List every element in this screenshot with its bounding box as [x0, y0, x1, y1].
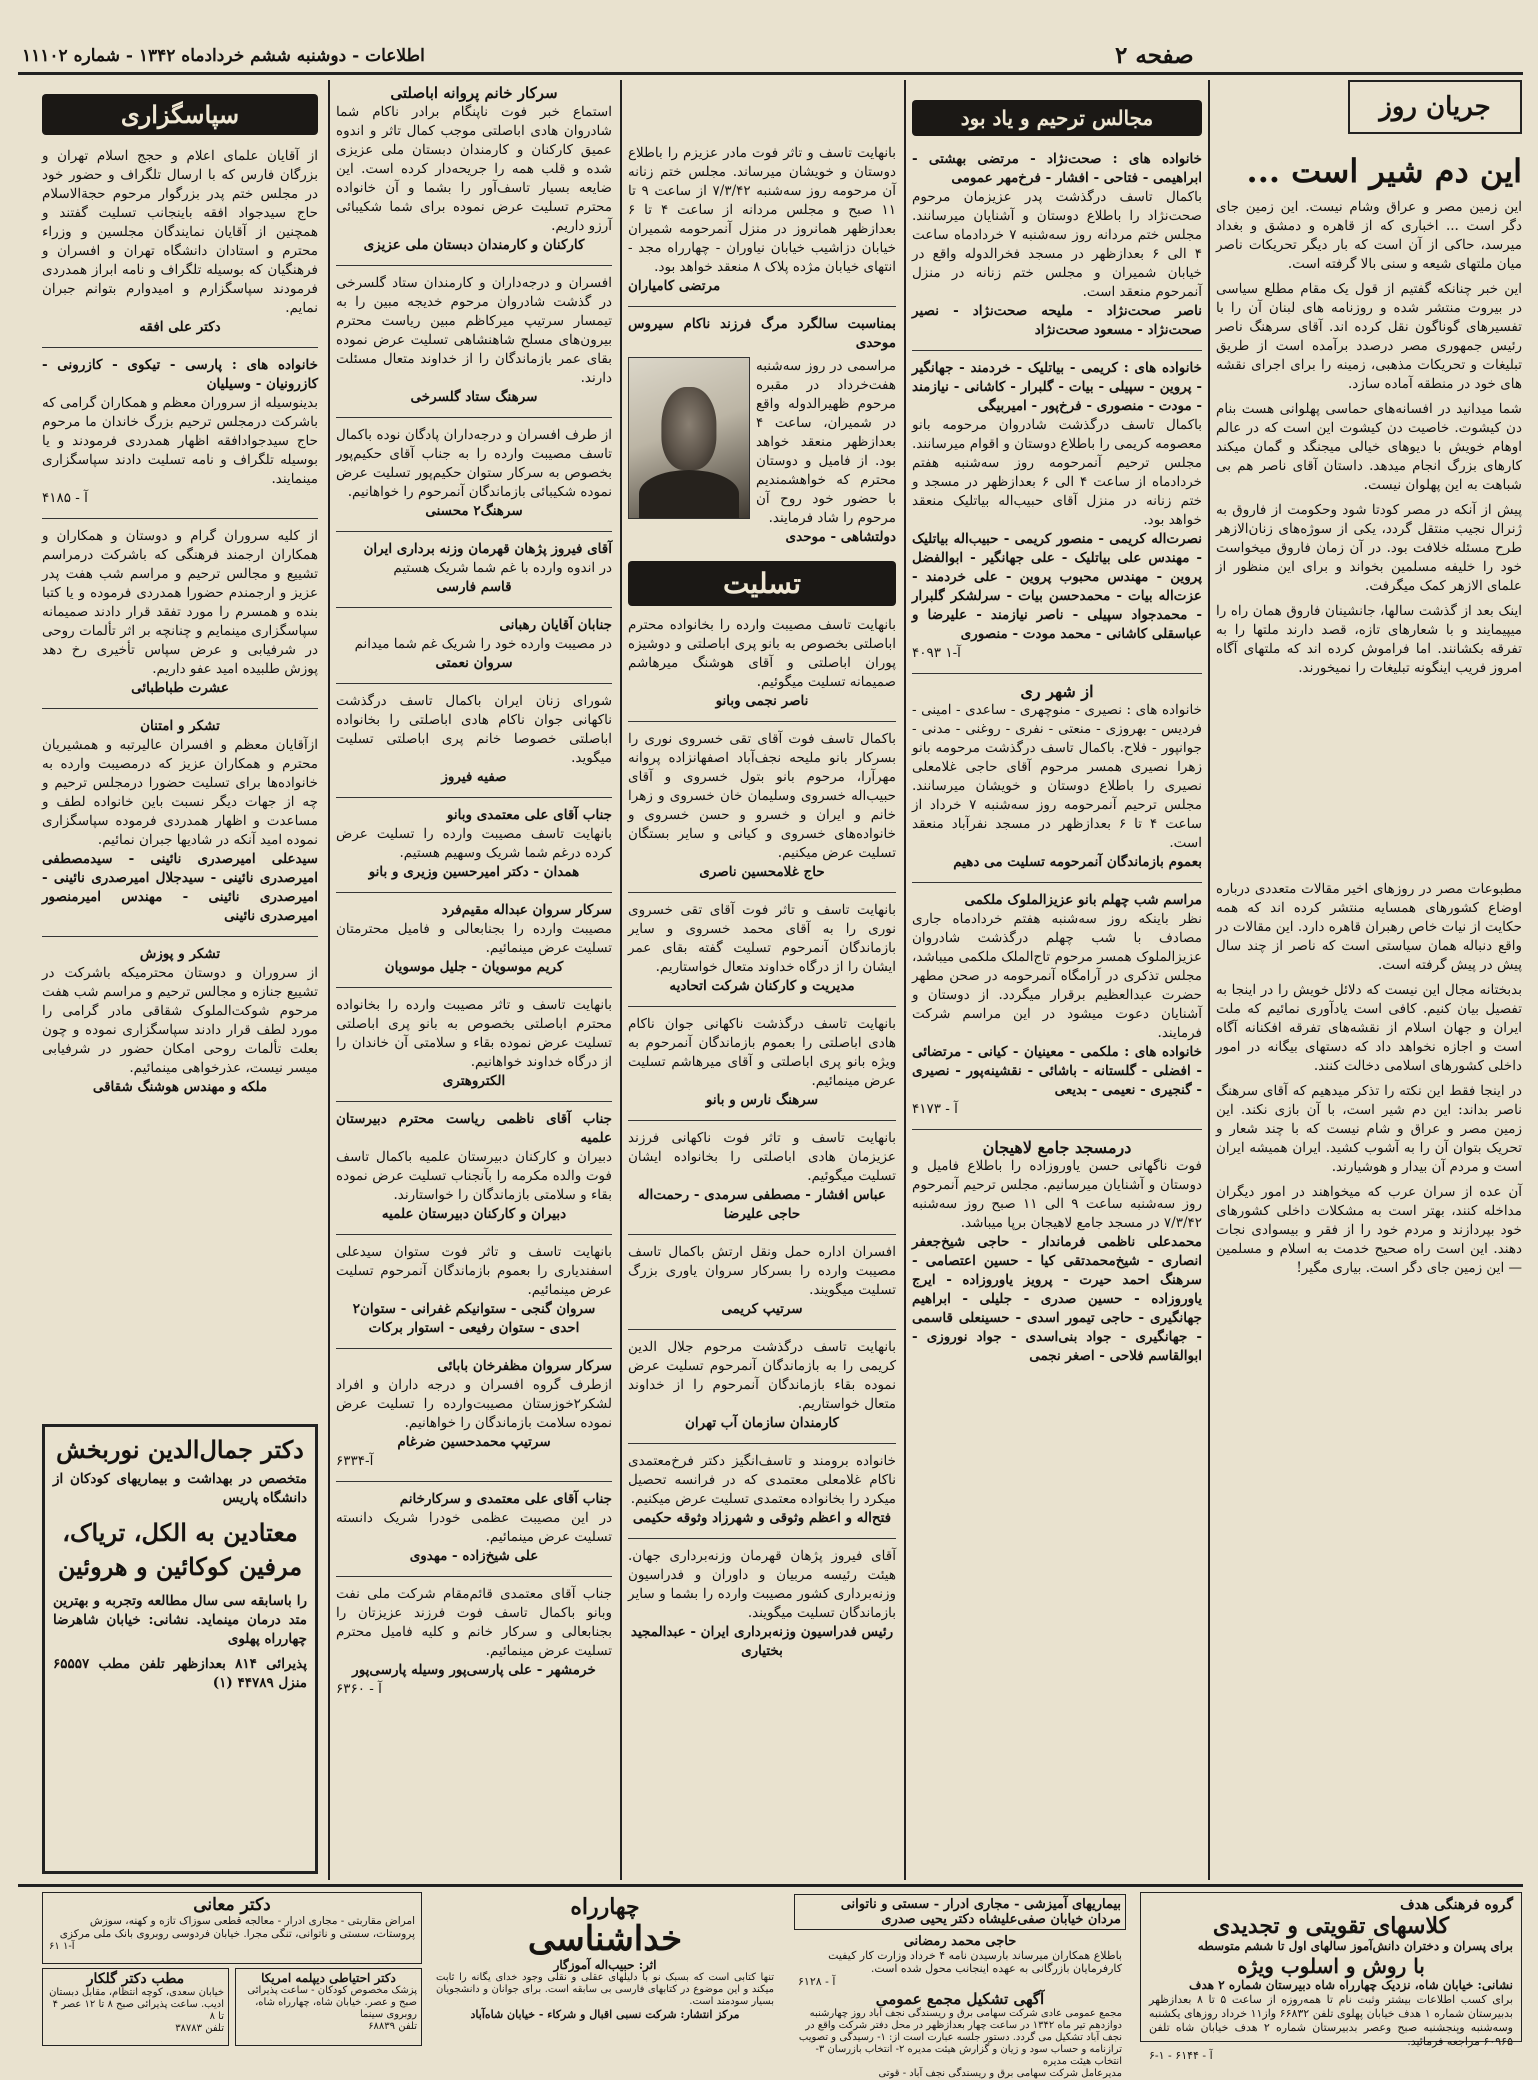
column-divider: [904, 80, 906, 1880]
notice-block: [628, 1015, 896, 1110]
doctors-ads-row: [42, 1968, 422, 2046]
notice-signature: مرتضی کامیاران: [628, 278, 721, 294]
notice-separator: [628, 1329, 896, 1330]
ad-text: را باسابقه سی سال مطالعه وتجربه و بهترین متد درمان مینماید. نشانی: خیابان شاهرضا چهارراه پهلوی: [53, 1593, 307, 1647]
notice-separator: [336, 1481, 612, 1482]
notice-block: [912, 1138, 1202, 1366]
notice-separator: [628, 1006, 896, 1007]
notice-block: [912, 150, 1202, 340]
notice-text: مصیبت وارده را بجنابعالی و فامیل محترمتان تسلیت عرض مینمائیم.: [336, 921, 612, 956]
notice-text: افسران و درجه‌داران و کارمندان ستاد گلسرخی در گذشت شادروان مرحوم خدیجه مبین را به تیمسار سرتیپ میرکاظم مبین ریاست محترم بیرون‌های مسلح شاهنشاهی تسلیت عرض نموده بقای عمر بازماندگان را از خداوند متعال مسئلت دارند.: [336, 275, 612, 386]
ramezani-ad: [794, 1934, 1126, 1988]
editorial-body: [1216, 198, 1522, 678]
assembly-ad-sign: مدیرعامل شرکت سهامی برق و ریسندگی نجف آباد - قوتی: [878, 2068, 1122, 2079]
class-ad-sub: برای پسران و دختران دانش‌آموز سالهای اول تا ششم متوسطه: [1197, 1939, 1513, 1953]
notice-separator: [912, 882, 1202, 883]
notice-code: آ - ۴۱۷۳: [912, 1101, 958, 1117]
ramezani-ad-code: آ - ۶۱۲۸: [798, 1975, 836, 1988]
notice-text: بانهایت تاسف درگذشت ناکهانی جوان ناکام هادی اباصلتی را بعموم بازماندگان آنمرحوم به ویژه بانو پری اباصلتی و آقای میرهاشم تسلیت عرض مینمائیم.: [628, 1016, 896, 1089]
notice-block: [42, 147, 318, 337]
notice-text: خانواده برومند و تاسف‌انگیز دکتر فرخ‌معتمدی ناکام غلامعلی معتمدی که در فرانسه تحصیل میکرد را بخانواده معتمدی تسلیت عرض میکنیم.: [628, 1453, 896, 1507]
notice-block: [336, 426, 612, 521]
notice-code: آ - ۴۱۸۵: [42, 490, 88, 506]
notice-signature: رئیس فدراسیون وزنه‌برداری ایران - عبدالمجید بختیاری: [630, 1624, 894, 1659]
notice-block: [628, 1338, 896, 1433]
notice-text: آقای فیروز پژهان قهرمان وزنه‌برداری جهان. هیئت رئیسه مربیان و داوران و فدراسیون وزنه‌برداری کشور مصیبت وارده را بشما و سایر بازماندگان تسلیت میگویند.: [628, 1548, 896, 1621]
ehtiati-ad-title: دکتر احتیاطی دیپلمه امریکا: [261, 1971, 396, 1985]
notice-separator: [912, 1129, 1202, 1130]
class-ad-org: گروه فرهنگی هدف: [1400, 1897, 1513, 1913]
notice-separator: [628, 892, 896, 893]
condolence-column: [628, 80, 896, 1880]
notice-separator: [912, 350, 1202, 351]
notice-code: آ-۱ ۴۰۹۳: [912, 645, 961, 661]
notice-title: سرکار خانم پروانه اباصلتی: [390, 84, 558, 102]
notice-text: بدینوسیله از سروران معظم و همکاران گرامی که باشرکت درمجلس ترحیم بزرگ خاندان ما مرحوم حاج سیدجوادافقه اظهار همدردی فرمودند و یا بوسیله تلگراف و نامه تسلیت دادند سپاسگزاری مینمایند.: [42, 395, 318, 487]
notice-signature: حاج غلامحسین ناصری: [699, 864, 825, 880]
notice-separator: [42, 347, 318, 348]
notice-text: از آقایان علمای اعلام و حجج اسلام تهران و بزرگان فارس که با ارسال تلگراف و حضور خود در مجلس ختم پدر بزرگوار مرحوم حجةالاسلام حاج سیدجواد افقه باینجانب تسلیت گفتند و همچنین از آقایان نمایندگان مجلسین و وزراء محترم و استادان دانشگاه تهران و افسران و فرهنگیان که بوسیله تلگراف و نامه ابراز همدردی فرمودند سپاسگزارم و امیدوارم بتوانم جبران نمایم.: [42, 148, 318, 316]
maani-ad: [42, 1892, 422, 1964]
column-divider: [1208, 80, 1210, 1880]
editorial-paragraph: شما میدانید در افسانه‌های حماسی پهلوانی هست بنام دن کیشوت. خاصیت دن کیشوت این است که در عالم اوهام خویش با دیوهای خیالی میجنگد و گمان میکند کارهای بزرگ انجام میدهد. داستان آقای ناصر هم بی شباهت به این پهلوان نیست.: [1216, 401, 1522, 493]
notice-text: فوت ناگهانی حسن یاوروزاده را باطلاع فامیل و دوستان و آشنایان میرسانیم. مجلس ترحیم آنمرحوم روز سه‌شنبه ساعت ۹ الی ۱۱ صبح روز سه‌شنبه ۷/۳/۴۲ در مسجد جامع لاهیجان برپا میباشد.: [912, 1158, 1203, 1231]
notice-block: [628, 730, 896, 882]
notice-signature: کارکنان و کارمندان دبستان ملی عزیزی: [363, 237, 585, 253]
notice-signature: خانواده های : ملکمی - معینیان - کیانی - مرتضائی - افضلی - گلستانه - باشائی - نقشینه‌پور - نصیری - گنجیری - نعیمی - بدیعی: [912, 1044, 1202, 1098]
notice-title: جناب آقای ناظمی ریاست محترم دبیرستان علمیه: [336, 1111, 612, 1146]
notice-block: [336, 274, 612, 407]
notice-title: سرکار سروان عبداله مقیم‌فرد: [441, 902, 612, 918]
notice-separator: [336, 417, 612, 418]
notice-signature: سرهنگ۲ محسنی: [425, 503, 523, 519]
notice-block: [336, 1243, 612, 1338]
notice-signature: دکتر علی افقه: [139, 319, 221, 335]
notice-title: خانواده های : صحت‌نژاد - مرتضی بهشتی - ابراهیمی - فتاحی - افشار - فرخ‌مهر عمومی: [912, 151, 1202, 186]
notice-signature: ناصر صحت‌نژاد - ملیحه صحت‌نژاد - نصیر صحت‌نژاد - مسعود صحت‌نژاد: [912, 303, 1202, 338]
notice-title: تشکر و پوزش: [139, 946, 221, 962]
notice-signature: ناصر نجمی وبانو: [715, 693, 809, 709]
notice-text: باکمال تاسف فوت آقای تقی خسروی نوری را بسرکار بانو ملیحه نجف‌آباد اصفهانزاده پروانه مهرآرا، مرحوم بانو بتول خسروی و آقای حبیب‌اله خسروی وسلیمان خان خسروی و زهرا خانم و ایران و خسرو و حسن خسروی و خانواده‌های خسروی و کیانی و سایر بستگان تسلیت عرض میکنیم.: [628, 731, 896, 861]
golkar-ad-title: مطب دکتر گلکار: [86, 1971, 185, 1987]
notice-text: جناب آقای معتمدی قائم‌مقام شرکت ملی نفت وبانو باکمال تاسف فوت فرزند عزیزتان را بجنابعالی و سرکار خانم و کلیه فامیل محترم تسلیت عرض مینمائیم.: [336, 1586, 612, 1659]
editorial-paragraph: در اینجا فقط این نکته را تذکر میدهیم که آقای سرهنگ ناصر بداند: این دم شیر است، با آن بازی نکند. این زمین مصر و عراق و شام نیست که با چند شعار و تحریک بتوان آن را به آشوب کشید. ایران همیشه ایران است و مردم آن بیدار و هوشیارند.: [1216, 1083, 1522, 1175]
golkar-ad: [42, 1968, 229, 2046]
notice-text: شورای زنان ایران باکمال تاسف درگذشت ناکهانی جوان ناکام هادی اباصلتی را بخانواده اباصلتی خصوصا خانم پری اباصلتی تسلیت میگوید.: [336, 693, 612, 766]
notice-separator: [628, 1120, 896, 1121]
notice-signature: کارمندان سازمان آب تهران: [685, 1415, 839, 1431]
column-divider: [328, 80, 330, 1880]
notice-title: مراسم شب چهلم بانو عزیزالملوک ملکمی: [964, 892, 1202, 908]
notice-signature: عباس افشار - مصطفی سرمدی - رحمت‌اله حاجی علیرضا: [638, 1187, 886, 1222]
notice-block: [336, 616, 612, 673]
notice-text: بانهایت تاسف و تاثر فوت ستوان سیدعلی اسفندیاری را بعموم بازماندگان آنمرحوم تسلیت عرض مینمائیم.: [336, 1244, 612, 1298]
notice-title: جناب آقای علی معتمدی و سرکارخانم: [399, 1491, 612, 1507]
notice-signature: دولتشاهی - موحدی: [785, 529, 896, 545]
notice-signature: سرتیپ محمدحسین ضرغام: [397, 1434, 551, 1450]
notice-title: سرکار سروان مظفرخان بابائی: [437, 1358, 612, 1374]
memorial-meetings-column: [912, 80, 1202, 1880]
assembly-ad-title: آگهی تشکیل مجمع عمومی: [875, 1990, 1045, 2008]
notice-signature: صفیه فیروز: [441, 769, 507, 785]
notice-title: از شهر ری: [1020, 682, 1094, 701]
notice-separator: [336, 892, 612, 893]
portrait-face: [661, 387, 716, 470]
class-ad-title: کلاسهای تقویتی و تجدیدی: [1212, 1913, 1450, 1939]
book-ad: [430, 1892, 780, 2042]
notice-block: [628, 1547, 896, 1661]
notice-separator: [628, 721, 896, 722]
notice-text: بانهایت تاسف مصیبت وارده را بخانواده محترم اباصلتی بخصوص به بانو پری اباصلتی و دوشیزه پوران اباصلتی و آقای هوشنگ میرهاشم صمیمانه تسلیت میگوئیم.: [628, 617, 896, 690]
notice-text: در این مصیبت عظمی خودرا شریک دانسته تسلیت عرض مینمائیم.: [336, 1510, 612, 1545]
book-ad-top: چهارراه: [570, 1894, 640, 1920]
notice-block: [628, 901, 896, 996]
notice-text: از طرف افسران و درجه‌داران پادگان نوده باکمال تاسف مصیبت وارده را به جناب آقای حکیم‌پور بخصوص به سرکار ستوان حکیم‌پور تسلیت عرض نموده شکیبائی بازماندگان آنمرحوم را خواهانیم.: [336, 427, 612, 500]
doctors-ads-group: [42, 1892, 422, 2042]
thanks-banner: سپاسگزاری: [42, 94, 318, 135]
notice-block: [336, 1357, 612, 1471]
notice-text: باکمال تاسف درگذشت شادروان مرحومه بانو معصومه کریمی را باطلاع دوستان و اقوام میرسانند. مجلس ترحیم آنمرحومه روز سه‌شنبه هفتم خردادماه از ساعت ۴ الی ۶ بعدازظهر در مسجد و ختم زنانه در منزل آقای حبیب‌اله بیاتلیک منعقد خواهد بود.: [912, 417, 1202, 528]
notice-title: تشکر و امتنان: [140, 718, 220, 734]
column-divider: [620, 80, 622, 1880]
editorial-continued: [1216, 880, 1522, 1840]
notice-separator: [336, 531, 612, 532]
notice-block: [912, 682, 1202, 872]
memorial-photo-caption: [756, 357, 896, 547]
class-ad-address: نشانی: خیابان شاه، نزدیک چهارراه شاه دبیرستان شماره ۲ هدف: [1189, 1978, 1513, 1992]
notice-text: بانهایت تاسف و تاثر فوت ناکهانی فرزند عزیزمان هادی اباصلتی را بخانواده ایشان تسلیت میگوئیم.: [628, 1130, 896, 1184]
ad-doctor-name: دکتر جمال‌الدین نوربخش: [56, 1435, 304, 1464]
notice-separator: [336, 797, 612, 798]
diseases-ad-sub: مردان خیابان صفی‌علیشاه دکتر یحیی صدری: [881, 1912, 1121, 1927]
condolence-column-2: [336, 84, 612, 1874]
notice-text: نظر باینکه روز سه‌شنبه هفتم خردادماه جاری مصادف با شب چهلم درگذشت شادروان عزیزالملوک همسر مرحوم تاج‌الملک ملکمی میباشد، مجلس تذکری در آرامگاه آنمرحومه در صحن مطهر حضرت عبدالعظیم برقرار میگردد. از دوستان و آشنایان دعوت میشود در این مراسم شرکت فرمایند.: [912, 911, 1202, 1041]
editorial-paragraph: اینک بعد از گذشت سالها، جانشینان فاروق همان راه را میپیمایند و با شعارهای تازه، قصد دارند ملتها را به تفرقه بکشانند. اما فراموش کرده اند که ملتهای آگاه امروز فریب اینگونه تبلیغات را نمیخورند.: [1216, 603, 1522, 676]
notice-signature: مدیریت و کارکنان شرکت اتحادیه: [669, 978, 855, 994]
editorial-paragraph: آن عده از سران عرب که میخواهند در امور دیگران مداخله کنند، بهتر است به مشکلات داخلی کشورهای خود بپردازند و مردم خود را از فقر و بیسوادی نجات دهند. این است راه صحیح خدمت به اسلام و مسلمین — این زمین جای دگر است. بیاری مگیر!: [1216, 1184, 1522, 1276]
thanks-column: [42, 84, 318, 1414]
notice-signature: سروان گنجی - ستوانیکم غفرانی - ستوان۲ احدی - ستوان رفیعی - استوار برکات: [352, 1301, 596, 1336]
notice-block: [336, 806, 612, 882]
notice-signature: سیدعلی امیرصدری نائینی - سیدمصطفی امیرصدری نائینی - سیدجلال امیرصدری نائینی - امیرصدری نائینی - مهندس امیرمنصور امیرصدری نائینی: [42, 851, 318, 924]
notice-block: [336, 901, 612, 977]
class-ad: [1140, 1892, 1522, 2062]
golkar-ad-tel: تلفن ۳۸۷۸۳: [175, 2023, 224, 2034]
notice-signature: علی شیخ‌زاده - مهدوی: [409, 1548, 539, 1564]
notice-signature: همدان - دکتر امیرحسین وزیری و بانو: [368, 864, 580, 880]
notice-separator: [42, 518, 318, 519]
assembly-ad-text: مجمع عمومی عادی شرکت سهامی برق و ریسندگی نجف آباد روز چهارشنبه دوازدهم تیر ماه ۱۳۴۲ در ساعت چهار بعدازظهر در محل دفتر شرکت واقع در نجف آباد تشکیل می گردد. دستور جلسه عبارت است از: ۱- رسیدگی و تصویب ترازنامه و حساب سود و زیان و گزارش هیئت مدیره ۲- انتخاب بازرسان ۳- انتخاب هیئت مدیره: [798, 2008, 1122, 2067]
notice-signature: سرهنگ ستاد گلسرخی: [410, 389, 538, 405]
notice-text: از سروران و دوستان محترمیکه باشرکت در تشییع جنازه و مجالس ترحیم و مراسم شب هفت مرحوم شوکت‌الملوک شقاقی مادر گرامی را مورد لطف قرار دادند سپاسگزاری نموده و چون بعلت تألمات روحی امکان حضور در شرفیابی میسر نیست، عذرخواهی مینمائیم.: [42, 965, 318, 1076]
book-ad-title: خداشناسی: [527, 1919, 683, 1959]
notice-block: [336, 1490, 612, 1566]
notice-title: خانواده های : کریمی - بیاتلیک - خردمند - جهانگیر - پروین - سپیلی - بیات - گلبرار - کاشانی - نیازمند - مودت - منصوری - فرخ‌پور - امیربیگی: [912, 360, 1202, 414]
notice-text: بانهایت تاسف مصیبت وارده را تسلیت عرض کرده درغم شما شریک وسهیم هستیم.: [336, 826, 612, 861]
notice-title: جنابان آقایان رهبانی: [499, 617, 612, 633]
notice-signature: الکتروهتری: [442, 1073, 506, 1089]
ehtiati-ad: [235, 1968, 422, 2046]
notice-text: از کلیه سروران گرام و دوستان و همکاران و همکاران ارجمند فرهنگی که باشرکت درمراسم تشییع و مجالس ترحیم و مراسم شب هفت پدر عزیز و ارجمندم حضورا همدردی فرموده و یا کتبا بنده و همسرم را مورد تفقد قرار دادند صمیمانه سپاسگزاری مینمایم و چنانچه بر اثر تألمات روحی در شرفیابی و عرض سپاس تأخیری رخ دهد پوزش طلبیده امید عفو داریم.: [42, 528, 318, 677]
notice-text: دبیران و کارکنان دبیرستان علمیه باکمال تاسف فوت والده مکرمه را بآنجناب تسلیت عرض نموده بقاء و سلامتی بازماندگان را خواستارند.: [336, 1149, 612, 1203]
notice-block: [628, 1129, 896, 1224]
notice-signature: قاسم فارسی: [436, 579, 512, 595]
portrait-shoulders: [639, 470, 740, 518]
editorial-paragraph: این خبر چنانکه گفتیم از قول یک مقام مطلع سیاسی در بیروت منتشر شده و روزنامه های لبنان آن را با تفسیرهای گوناگون نقل کرده اند. آقای سرهنگ ناصر رئیس جمهوری مصر درصدد برآمده است از طریق تبلیغات و تحریکات مذهبی، زمینه را برای اجرای نقشه های خود در منطقه آماده سازد.: [1216, 281, 1522, 392]
maani-ad-code: آ-۱ ۶۱: [49, 1941, 75, 1952]
notice-separator: [336, 1348, 612, 1349]
editorial-paragraph: پیش از آنکه در مصر کودتا شود وحکومت از فاروق به ژنرال نجیب منتقل گردد، یکی از سوژه‌های زنان‌الازهر طرح مسئله خلافت بود. در آن زمان فاروق میخواست خود را خلیفه مسلمین بخواند و برای این منظور از علمای الازهر کمک میگرفت.: [1216, 502, 1522, 594]
ramezani-ad-text: باطلاع همکاران میرساند بارسیدن نامه ۴ خرداد وزارت کار کیفیت کارفرمایان بازرگانی به عهده اینجانب محول شده است.: [828, 1949, 1122, 1975]
class-ad-info: برای کسب اطلاعات بیشتر وثبت نام تا همه‌روزه از ساعت ۵ تا ۸ بعدازظهر بدبیرستان شماره ۱ هدف خیابان پهلوی تلفن ۶۶۸۳۲ واز۱۱ خرداد روزهای یکشنبه وسه‌شنبه وپنجشنبه صبح وعصر بدبیرستان شماره ۲ هدف خیابان شاه تلفن ۶۰۹۶۵ مراجعه فرمائید.: [1149, 1993, 1513, 2048]
diseases-ad: [794, 1894, 1126, 1930]
notice-signature: سرتیپ کریمی: [721, 1301, 803, 1317]
doctor-addiction-ad: [42, 1424, 318, 1874]
memorial-photo-title: بمناسبت سالگرد مرگ فرزند ناکام سیروس موحدی: [628, 316, 896, 351]
notice-block: [336, 84, 612, 255]
notice-text: بانهایت تاسف درگذشت مرحوم جلال الدین کریمی را به بازماندگان آنمرحوم تسلیت عرض نموده بقاء بازماندگان آنمرحوم را از خداوند متعال خواستاریم.: [628, 1339, 896, 1412]
class-ad-code: آ - ۶۱۴۴ - ۱-۶: [1149, 2049, 1213, 2062]
notice-text: در اندوه وارده با غم شما شریک هستیم: [393, 560, 612, 576]
book-ad-author: اثر: حبیب‌اله آموزگار: [553, 1958, 657, 1972]
notice-block: [42, 356, 318, 508]
ramezani-ad-title: حاجی محمد رمضانی: [903, 1934, 1017, 1949]
notice-signature: ملکه و مهندس هوشنگ شقاقی: [92, 1079, 268, 1095]
notice-title: آقای فیروز پژهان قهرمان وزنه برداری ایران: [363, 541, 612, 557]
notice-separator: [628, 306, 896, 307]
notice-block: [336, 692, 612, 787]
notice-separator: [336, 265, 612, 266]
notice-title: درمسجد جامع لاهیجان: [982, 1138, 1132, 1157]
notice-signature: کریم موسویان - جلیل موسویان: [384, 959, 564, 975]
notice-separator: [628, 1234, 896, 1235]
golkar-ad-text: خیابان سعدی، کوچه انتظام، مقابل دبستان ادیب. ساعت پذیرائی صبح ۸ تا ۱۲ عصر ۴ تا ۸: [49, 1987, 224, 2022]
diseases-ad-title: بیماریهای آمیزشی - مجاری ادرار - سستی و ناتوانی: [840, 1897, 1121, 1912]
ad-phone: پذیرائی ۸۱۴ بعدازظهر تلفن مطب ۶۵۵۵۷ منزل ۴۴۷۸۹ (۱): [53, 1656, 307, 1691]
memorial-meetings-banner: مجالس ترحیم و یاد بود: [912, 100, 1202, 136]
ehtiati-ad-text: پزشک مخصوص کودکان - ساعت پذیرائی صبح و عصر. خیابان شاه، چهارراه شاه، روبروی سینما: [247, 1985, 417, 2020]
notice-block: [912, 359, 1202, 663]
notice-separator: [336, 1234, 612, 1235]
notice-separator: [336, 987, 612, 988]
notice-block: [336, 996, 612, 1091]
notice-block: [628, 616, 896, 711]
small-ads-group: [790, 1892, 1130, 2079]
notice-title: خانواده های : پارسی - تیکوی - کازرونی - کازرونیان - وسیلیان: [42, 357, 318, 392]
memorial-photo-row: [628, 357, 896, 547]
bottom-rule: [18, 1884, 1523, 1887]
notice-block: [42, 527, 318, 698]
notice-text: مراسمی در روز سه‌شنبه هفت‌خرداد در مقبره مرحوم ظهیرالدوله واقع در شمیران، ساعت ۴ بعدازظهر منعقد خواهد بود. از فامیل و دوستان محترم که خواهشمندیم با حضور خود روح آن مرحوم را شاد فرمایند.: [756, 358, 896, 526]
notice-block: [628, 1452, 896, 1528]
notice-block: [42, 945, 318, 1097]
portrait-photo: [628, 357, 750, 519]
notice-separator: [42, 936, 318, 937]
notice-separator: [628, 1443, 896, 1444]
notice-separator: [336, 1101, 612, 1102]
notice-signature: دبیران و کارکنان دبیرستان علمیه: [381, 1206, 567, 1222]
notice-text: باکمال تاسف درگذشت پدر عزیزمان مرحوم صحت‌نژاد را باطلاع دوستان و آشنایان میرسانند. مجلس ختم مردانه روز سه‌شنبه ۷ خردادماه ساعت ۴ الی ۶ بعدازظهر در مسجد فخرالدوله واقع در خیابان شمیران و مجلس ختم زنانه در منزل آنمرحوم منعقد است.: [912, 189, 1202, 300]
condolence-banner: تسلیت: [628, 561, 896, 606]
notice-block: [628, 1243, 896, 1319]
notice-text: بانهایت تاسف و تاثر فوت آقای تقی خسروی نوری را به آقای محمد خسروی و سایر بازماندگان آنمرحوم تسلیت گفته بقای عمر ایشان را از درگاه خداوند متعال خواستاریم.: [628, 902, 896, 975]
notice-text: ازآقایان معظم و افسران عالیرتبه و همشیریان محترم و همکاران عزیز که درمصیبت وارده به خانواده‌ها برای تسلیت حضورا درمجلس ترحیم و چه از جهات دیگر نسبت باین خانواده لطف و مساعدت و اظهار همدردی فرموده سپاسگزاری نموده امید آنکه در شادیها جبران نمائیم.: [42, 737, 318, 848]
editorial-logo: جریان روز: [1348, 80, 1522, 134]
notice-signature: محمدعلی ناظمی فرماندار - حاجی شیخ‌جعفر انصاری - شیخ‌محمدتقی کیا - حسین اعتصامی - سرهنگ احمد حیرت - پرویز یاوروزاده - ایرج یاوروزاده - حسین صدری - جلیلی - ابراهیم جهانگیری - حاجی تیمور اسدی - حسینعلی قاسمی - جهانگیری - جواد بنی‌اسدی - جواد نوروزی - ابوالقاسم فلاحی - اصغر نجمی: [912, 1234, 1202, 1364]
header-page-number: صفحه ۲: [1115, 42, 1194, 69]
notice-separator: [336, 607, 612, 608]
assembly-ad: [794, 1990, 1126, 2080]
notice-separator: [42, 708, 318, 709]
header-rule: [18, 72, 1523, 75]
notice-signature: سرهنگ نارس و بانو: [705, 1092, 819, 1108]
notice-text: استماع خبر فوت ناپنگام برادر ناکام شما شادروان هادی اباصلتی موجب کمال تاثر و اندوه عمیق کارکنان و کارمندان دبستان ملی عزیزی شده و قلب همه را جریحه‌دار کرده است. این ضایعه بسیار تاسف‌آور را بشما و آن خانواده محترم تسلیت عرض نموده برای شما شکیبائی آرزو داریم.: [336, 104, 612, 234]
notice-text: افسران اداره حمل ونقل ارتش باکمال تاسف مصیبت وارده را بسرکار سروان یاوری بزرگ تسلیت میگویند.: [628, 1244, 896, 1298]
notice-title: جناب آقای علی معتمدی وبانو: [446, 807, 612, 823]
class-ad-method: با روش و اسلوب ویژه: [1237, 1954, 1425, 1978]
notice-signature: فتح‌اله و اعظم وثوقی و شهرزاد وثوقه حکیمی: [632, 1510, 892, 1526]
notice-text: در مصیبت وارده خود را شریک غم شما میدانم: [354, 636, 612, 652]
notice-signature: سروان نعمتی: [435, 655, 513, 671]
notice-code: آ-۶۳۳۴: [336, 1453, 374, 1469]
maani-ad-title: دکتر معانی: [193, 1895, 271, 1915]
ad-headline: معتادین به الکل، تریاک، مرفین کوکائین و هروئین: [57, 1518, 303, 1581]
editorial-title: این دم شیر است ...: [1246, 152, 1522, 190]
editorial-paragraph: مطبوعات مصر در روزهای اخیر مقالات متعددی درباره اوضاع کشورهای همسایه منتشر کرده اند که همه حکایت از نیات خاص رهبران قاهره دارد. این مقالات در واقع دنباله همان سیاستی است که ناصر از چند سال پیش در پیش گرفته است.: [1216, 881, 1522, 973]
notice-separator: [628, 1538, 896, 1539]
notice-block: [336, 1585, 612, 1699]
notice-separator: [912, 673, 1202, 674]
notice-signature: خرمشهر - علی پارسی‌پور وسیله پارسی‌پور: [352, 1662, 596, 1678]
editorial-column: [1216, 80, 1522, 880]
notice-text: ازطرف گروه افسران و درجه داران و افراد لشکر۲خوزستان مصیبت‌وارده را تسلیت عرض نموده سلامت بازماندگان را خواهانیم.: [336, 1377, 612, 1431]
notice-text: بانهایت تاسف و تاثر فوت مادر عزیزم را باطلاع دوستان و خویشان میرساند. مجلس ختم زنانه آن مرحومه روز سه‌شنبه ۷/۳/۴۲ از ساعت ۹ تا ۱۱ صبح و مجلس مردانه از ساعت ۴ تا ۶ بعدازظهر همانروز در منزل آنمرحومه شمیران خیابان دزاشیب خیابان نیاوران - چهارراه مجد - انتهای خیابان مژده پلاک ۸ منعقد خواهد بود.: [628, 145, 896, 275]
editorial-paragraph: این زمین مصر و عراق وشام نیست. این زمین جای دگر است ... اخباری که از قاهره و دمشق و بغداد میرسد، حاکی از آن است که بار دیگر تحریکات ناصر میان ملتهای شیعه و سنی بالا گرفته است.: [1216, 199, 1522, 272]
notice-signature: عشرت طباطبائی: [131, 680, 229, 696]
notice-code: آ - ۶۳۶۰: [336, 1681, 382, 1697]
notice-signature: نصرت‌اله کریمی - منصور کریمی - حبیب‌اله بیاتلیک - مهندس علی بیاتلیک - علی جهانگیر - ابوالفضل پروین - مهندس محبوب پروین - علی خردمند - عزت‌اله بیات - محمدحسن بیات - سرلشکر گلبرار - محمدجواد سپیلی - ناصر نیازمند - علیرضا و عباسقلی کاشانی - محمد مودت - منصوری: [912, 531, 1202, 642]
book-ad-publisher: مرکز انتشار: شرکت نسبی اقبال و شرکاء - خیابان شاه‌آباد: [470, 2008, 740, 2021]
ad-doctor-desc: متخصص در بهداشت و بیماریهای کودکان از دانشگاه پاریس: [53, 1471, 307, 1506]
notice-text: خانواده های : نصیری - منوچهری - ساعدی - امینی - فردیس - بهروزی - منعتی - نفری - روغنی - مدنی - جوانپور - فلاح. باکمال تاسف درگذشت مرحومه بانو زهرا نصیری همسر مرحوم آقای حاجی غلامعلی نصیری را باطلاع دوستان و خویشان میرسانند. مجلس ترحیم آنمرحومه روز سه‌شنبه ۷ خرداد از ساعت ۴ تا ۶ بعدازظهر در مسجد نفرآباد منعقد است.: [912, 702, 1203, 851]
header-issue-info: اطلاعات - دوشنبه ششم خردادماه ۱۳۴۲ - شماره ۱۱۱۰۲: [22, 46, 425, 66]
notice-separator: [336, 1576, 612, 1577]
ehtiati-ad-tel: تلفن ۶۸۸۳۹: [368, 2021, 417, 2032]
editorial-paragraph: بدبختانه مجال این نیست که دلائل خویش را در اینجا به تفصیل بیان کنیم. کافی است یادآوری نمائیم که ملت ایران و جهان اسلام از نقشه‌های تفرقه افکنانه آگاه است و اجازه نخواهد داد که دستهای بیگانه در امور داخلی کشورهای اسلامی دخالت کنند.: [1216, 982, 1522, 1074]
maani-ad-text: امراض مقاربتی - مجاری ادرار - معالجه قطعی سوزاک تازه و کهنه، سوزش پروستات، سستی و ناتوانی، تنگی مجرا. خیابان فردوسی روبروی بانک ملی مرکزی: [59, 1915, 415, 1940]
notice-block: [628, 144, 896, 296]
notice-signature: بعموم بازماندگان آنمرحومه تسلیت می دهیم: [953, 854, 1202, 870]
notice-text: بانهایت تاسف و تاثر مصیبت وارده را بخانواده محترم اباصلتی بخصوص به بانو پری اباصلتی تسلیت عرض نموده بقاء و سلامتی آن خاندان را از درگاه خداوند خواهانیم.: [336, 997, 612, 1070]
notice-separator: [336, 683, 612, 684]
book-ad-text: تنها کتابی است که بسبک نو با دلیلهای عقلی و نقلی وجود خدای یگانه را ثابت میکند و این موضوع در کتابهای فارسی بی سابقه است. برای جوانان و دانشجویان بسیار سودمند است.: [436, 1972, 774, 2007]
notice-block: [336, 540, 612, 597]
notice-block: [42, 717, 318, 926]
notice-block: [336, 1110, 612, 1224]
notice-block: [912, 891, 1202, 1119]
